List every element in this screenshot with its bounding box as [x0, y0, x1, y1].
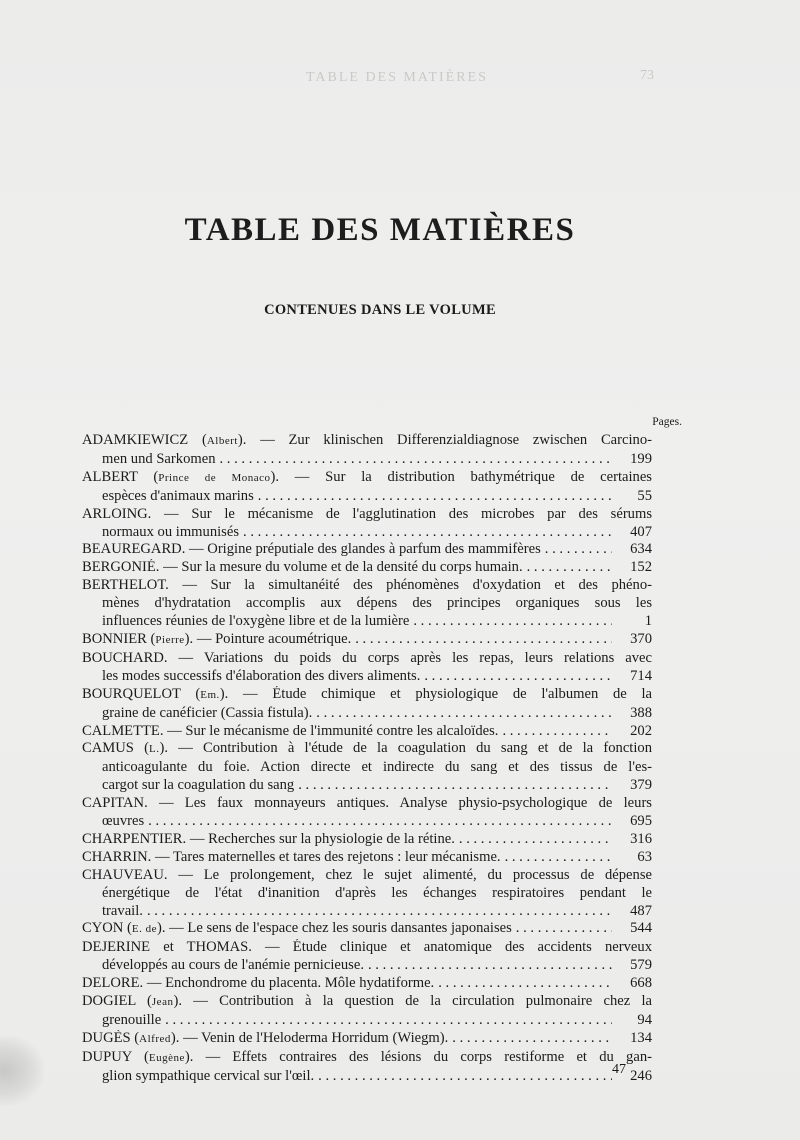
toc-entry-text: œuvres [102, 813, 145, 830]
toc-entry-line: BONNIER (Pierre). — Pointure acoumétrique. . . . 370 [82, 631, 652, 650]
toc-entry-text: normaux ou immunisés [102, 523, 240, 540]
toc-author-given-name: Pierre [155, 633, 185, 646]
toc-entry-text: — Variations du poids du corps après les repas, leurs relations avec [178, 649, 652, 666]
toc-entry [82, 577, 652, 631]
table-of-contents [82, 432, 652, 1086]
toc-entry-text: travail. [102, 902, 143, 919]
toc-page-number: 199 [630, 450, 652, 467]
dot-leader [434, 975, 612, 993]
toc-entry [82, 795, 652, 831]
toc-entry-text: — Sur la simultanéité des phénomènes d'oxydation et des phéno- [182, 577, 652, 594]
toc-entry [82, 740, 652, 795]
toc-entry-text: — Le sens de l'espace chez les souris dansantes japonaises [169, 920, 512, 937]
dot-leader [294, 777, 612, 795]
toc-entry-line [82, 650, 652, 668]
toc-entry-text: — Tares maternelles et tares des rejetons : leur mécanisme. [154, 848, 501, 865]
toc-author: CHARRIN. [82, 848, 152, 865]
toc-author: DOGIEL [82, 993, 136, 1010]
toc-entry-text: développés au cours de l'anémie pernicieuse. [102, 957, 364, 974]
pages-column-header: Pages. [652, 416, 682, 428]
toc-entry-text: mènes d'hydratation accomplis aux dépens des principes organiques sous les [102, 595, 652, 612]
toc-entry-line: DUGÈS (Alfred). — Venin de l'Heloderma Horridum (Wiegm). . . . 134 [82, 1030, 652, 1049]
toc-author-given-name: Em. [200, 688, 220, 701]
toc-entry-line [82, 867, 652, 885]
toc-entry-line [82, 777, 652, 795]
toc-entry [82, 975, 652, 993]
toc-entry [82, 723, 652, 741]
toc-entry-text: — Origine préputiale des glandes à parfum des mammifères [189, 541, 541, 558]
toc-entry [82, 559, 652, 577]
toc-entry-text: les modes successifs d'élaboration des divers aliments. [102, 667, 421, 684]
toc-author: BERTHELOT. [82, 577, 169, 594]
dot-leader [448, 1030, 612, 1049]
toc-entry-text: men und Sarkomen [102, 450, 216, 467]
toc-author: ADAMKIEWICZ [82, 432, 189, 448]
toc-entry-line [82, 939, 652, 957]
toc-entry-text: — Sur le mécanisme de l'agglutination des microbes par des sérums [164, 505, 652, 522]
toc-entry-text: — Le prolongement, chez le sujet alimenté, du processus de dépense [178, 866, 652, 883]
toc-page-number: 407 [630, 523, 652, 540]
dot-leader [455, 831, 612, 849]
toc-entry-line [82, 451, 652, 469]
dot-leader [498, 723, 612, 741]
toc-entry-line [82, 488, 652, 506]
toc-page-number: 379 [630, 777, 652, 794]
toc-author-given-name: Jean [151, 996, 174, 1009]
dot-leader [312, 705, 612, 723]
toc-page-number: 695 [630, 813, 652, 830]
dot-leader [314, 1068, 612, 1086]
dot-leader [143, 903, 612, 921]
toc-entry-text: cargot sur la coagulation du sang [102, 777, 295, 794]
toc-entry-line [82, 975, 652, 993]
toc-page-number: 714 [630, 667, 652, 684]
toc-author: DELORE. [82, 975, 144, 992]
toc-entry-text: anticoagulante du foie. Action directe et indirecte du sang et des tissus de l'es- [102, 759, 652, 776]
toc-entry [82, 849, 652, 867]
dot-leader [512, 920, 612, 939]
toc-page-number: 55 [637, 487, 652, 504]
toc-entry-line: DOGIEL (Jean). — Contribution à la question de la circulation pulmonaire chez la [82, 993, 652, 1010]
toc-page-number: 544 [630, 920, 652, 937]
dot-leader [239, 524, 612, 542]
page-number: 47 [612, 1062, 626, 1077]
page-edge-mark [0, 1036, 44, 1106]
toc-entry [82, 993, 652, 1030]
toc-entry-line: ADAMKIEWICZ (Albert). — Zur klinischen Differenzialdiagnose zwischen Carcino- [82, 432, 652, 448]
toc-entry [82, 650, 652, 686]
toc-author: DEJERINE et THOMAS. [82, 939, 252, 956]
toc-entry-text: — Étude clinique et anatomique des accidents nerveux [265, 939, 652, 956]
toc-author: BONNIER [82, 630, 147, 647]
toc-entry-line [82, 524, 652, 542]
toc-entry-line [82, 1068, 652, 1086]
toc-page-number: 668 [630, 975, 652, 992]
toc-author: CALMETTE. [82, 722, 164, 739]
toc-entry [82, 831, 652, 849]
toc-entry-line: CYON (E. de). — Le sens de l'espace chez les souris dansantes japonaises . . . 544 [82, 920, 652, 939]
toc-entry-text: énergétique de l'état d'inanition d'après les échanges respiratoires pendant le [102, 884, 652, 901]
toc-page-number: 246 [630, 1067, 652, 1084]
toc-entry-text: — Les faux monnayeurs antiques. Analyse physio-psychologique de leurs [158, 795, 652, 812]
toc-entry-text: — Recherches sur la physiologie de la rétine. [189, 830, 455, 847]
toc-author-given-name: E. de [131, 923, 157, 936]
toc-author: BOUCHARD. [82, 649, 168, 666]
toc-entry-text: — Étude chimique et physiologique de l'albumen de la [243, 685, 652, 702]
bleed-through-number: 73 [640, 68, 654, 83]
toc-entry-line: ALBERT (Prince de Monaco). — Sur la distribution bathymétrique de certaines [82, 468, 652, 485]
toc-entry-line [82, 613, 652, 631]
toc-entry-text: — Enchondrome du placenta. Môle hydatiforme. [146, 975, 435, 992]
toc-author-given-name: Alfred [139, 1032, 171, 1045]
dot-leader [501, 849, 612, 867]
toc-entry-line: DUPUY (Eugène). — Effets contraires des lésions du corps restiforme et du gan- [82, 1048, 652, 1065]
dot-leader [541, 541, 612, 559]
toc-author: DUGÈS [82, 1029, 131, 1046]
dot-leader [254, 488, 612, 506]
toc-entry-text: — Contribution à la question de la circulation pulmonaire chez la [193, 993, 652, 1010]
toc-entry [82, 867, 652, 921]
toc-author-given-name: Prince de Monaco [158, 471, 271, 484]
dot-leader [364, 957, 612, 975]
toc-author: BERGONIÉ. [82, 559, 160, 576]
toc-author-given-name: L. [149, 743, 160, 756]
toc-entry [82, 920, 652, 939]
toc-author: CHAUVEAU. [82, 866, 168, 883]
toc-entry [82, 939, 652, 975]
toc-entry-text: graine de canéficier (Cassia fistula). [102, 704, 313, 721]
toc-author: CAMUS [82, 740, 134, 757]
toc-page-number: 94 [637, 1012, 652, 1028]
toc-entry-text: — Sur le mécanisme de l'immunité contre les alcaloïdes. [167, 722, 499, 739]
toc-entry-text: — Contribution à l'étude de la coagulation du sang et de la fonction [178, 740, 652, 757]
toc-author: ARLOING. [82, 505, 152, 522]
toc-page-number: 202 [630, 722, 652, 739]
toc-author: DUPUY [82, 1048, 132, 1065]
toc-author-given-name: Albert [206, 435, 238, 447]
dot-leader [523, 559, 612, 577]
toc-entry [82, 631, 652, 650]
toc-entry-line [82, 595, 652, 613]
toc-entry-text: glion sympathique cervical sur l'œil. [102, 1067, 315, 1084]
toc-author: BOURQUELOT [82, 685, 181, 702]
toc-page-number: 152 [630, 559, 652, 576]
toc-entry-line [82, 705, 652, 723]
toc-entry-line [82, 668, 652, 686]
toc-entry [82, 432, 652, 469]
toc-author: CAPITAN. [82, 795, 148, 812]
toc-entry-line: CAMUS (L.). — Contribution à l'étude de la coagulation du sang et de la fonction [82, 740, 652, 757]
toc-entry-line [82, 577, 652, 595]
toc-entry-text: espèces d'animaux marins [102, 487, 254, 504]
toc-entry-line [82, 541, 652, 559]
dot-leader [409, 613, 612, 631]
page-subtitle: CONTENUES DANS LE VOLUME [264, 302, 496, 318]
toc-entry-text: influences réunies de l'oxygène libre et de la lumière [102, 613, 410, 630]
toc-author: ALBERT [82, 468, 138, 485]
dot-leader [216, 451, 613, 469]
page-title: TABLE DES MATIÈRES [184, 212, 576, 248]
toc-author: BEAUREGARD. [82, 541, 186, 558]
toc-author-given-name: Eugène [148, 1051, 185, 1064]
toc-entry-text: grenouille [102, 1012, 162, 1028]
dot-leader [144, 813, 612, 831]
toc-entry-line [82, 831, 652, 849]
toc-page-number: 316 [630, 830, 652, 847]
dot-leader [161, 1012, 612, 1030]
toc-entry-line [82, 506, 652, 524]
toc-entry-text: — Pointure acoumétrique. [196, 630, 352, 647]
toc-entry-line [82, 759, 652, 777]
toc-entry [82, 541, 652, 559]
toc-entry-text: — Sur la distribution bathymétrique de certaines [294, 468, 652, 485]
dot-leader [351, 631, 612, 650]
toc-entry-line [82, 885, 652, 903]
toc-author: CYON [82, 920, 124, 937]
toc-entry-line [82, 723, 652, 741]
toc-entry [82, 1049, 652, 1086]
toc-author: CHARPENTIER. [82, 830, 187, 847]
toc-entry-line [82, 1012, 652, 1030]
toc-entry [82, 469, 652, 506]
bleed-through-header: TABLE DES MATIÈRES [306, 70, 488, 85]
toc-entry-line [82, 559, 652, 577]
toc-page-number: 634 [630, 541, 652, 558]
toc-page-number: 63 [637, 848, 652, 865]
toc-entry-line: BOURQUELOT (Em.). — Étude chimique et physiologique de l'albumen de la [82, 685, 652, 702]
toc-entry-text: — Sur la mesure du volume et de la densité du corps humain. [163, 559, 523, 576]
toc-entry [82, 1030, 652, 1049]
toc-entry-text: — Venin de l'Heloderma Horridum (Wiegm). [183, 1029, 449, 1046]
toc-page-number: 579 [630, 957, 652, 974]
toc-entry-text: — Zur klinischen Differenzialdiagnose zwischen Carcino- [260, 432, 652, 448]
toc-entry-line [82, 957, 652, 975]
toc-entry-line [82, 903, 652, 921]
toc-entry-line [82, 795, 652, 813]
toc-entry [82, 506, 652, 542]
toc-page-number: 388 [630, 704, 652, 721]
toc-entry [82, 686, 652, 723]
toc-page-number: 487 [630, 902, 652, 919]
toc-entry-line [82, 849, 652, 867]
toc-page-number: 370 [630, 630, 652, 647]
toc-page-number: 134 [630, 1029, 652, 1046]
toc-page-number: 1 [644, 613, 652, 630]
dot-leader [420, 668, 612, 686]
toc-entry-text: — Effets contraires des lésions du corps restiforme et du gan- [205, 1048, 652, 1065]
toc-entry-line [82, 813, 652, 831]
